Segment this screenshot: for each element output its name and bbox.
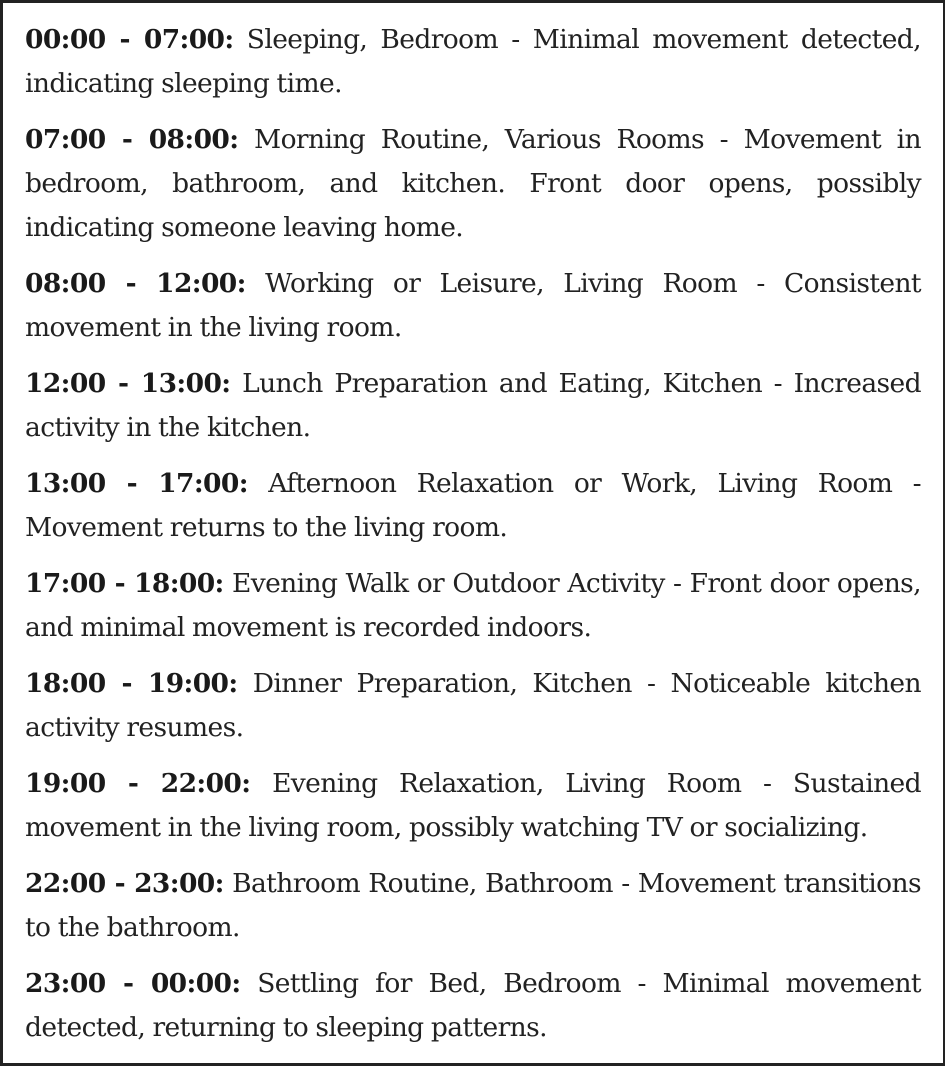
activity-description: Settling for Bed, Bedroom - Minimal movement detected, returning to sleeping patterns. bbox=[25, 968, 921, 1043]
schedule-entry-lunch bbox=[25, 362, 921, 450]
activity-description: Evening Relaxation, Living Room - Sustained movement in the living room, possibly watching TV or socializing. bbox=[25, 768, 921, 843]
schedule-entry-working-leisure bbox=[25, 262, 921, 350]
time-range: 19:00 - 22:00: bbox=[25, 768, 251, 799]
time-range: 17:00 - 18:00: bbox=[25, 568, 224, 599]
schedule-entry-settling-for-bed bbox=[25, 962, 921, 1050]
activity-description: Morning Routine, Various Rooms - Movement in bedroom, bathroom, and kitchen. Front door opens, possibly indicating someone leaving home. bbox=[25, 124, 921, 243]
schedule-entry-dinner bbox=[25, 662, 921, 750]
time-range: 18:00 - 19:00: bbox=[25, 668, 238, 699]
schedule-entry-evening-walk bbox=[25, 562, 921, 650]
time-range: 22:00 - 23:00: bbox=[25, 868, 224, 899]
time-range: 12:00 - 13:00: bbox=[25, 368, 231, 399]
activity-description: Bathroom Routine, Bathroom - Movement transitions to the bathroom. bbox=[25, 868, 921, 943]
time-range: 00:00 - 07:00: bbox=[25, 24, 234, 55]
schedule-entry-morning-routine bbox=[25, 118, 921, 250]
activity-description: Dinner Preparation, Kitchen - Noticeable kitchen activity resumes. bbox=[25, 668, 921, 743]
activity-description: Evening Walk or Outdoor Activity - Front door opens, and minimal movement is recorded indoors. bbox=[25, 568, 921, 643]
schedule-entry-evening-relaxation bbox=[25, 762, 921, 850]
activity-description: Afternoon Relaxation or Work, Living Room - Movement returns to the living room. bbox=[25, 468, 921, 543]
schedule-entry-bathroom-routine bbox=[25, 862, 921, 950]
time-range: 07:00 - 08:00: bbox=[25, 124, 239, 155]
schedule-entry-afternoon bbox=[25, 462, 921, 550]
activity-description: Working or Leisure, Living Room - Consistent movement in the living room. bbox=[25, 268, 921, 343]
time-range: 13:00 - 17:00: bbox=[25, 468, 248, 499]
activity-description: Sleeping, Bedroom - Minimal movement detected, indicating sleeping time. bbox=[25, 24, 921, 99]
time-range: 23:00 - 00:00: bbox=[25, 968, 241, 999]
schedule-entry-sleeping bbox=[25, 18, 921, 106]
activity-description: Lunch Preparation and Eating, Kitchen - Increased activity in the kitchen. bbox=[25, 368, 921, 443]
time-range: 08:00 - 12:00: bbox=[25, 268, 246, 299]
